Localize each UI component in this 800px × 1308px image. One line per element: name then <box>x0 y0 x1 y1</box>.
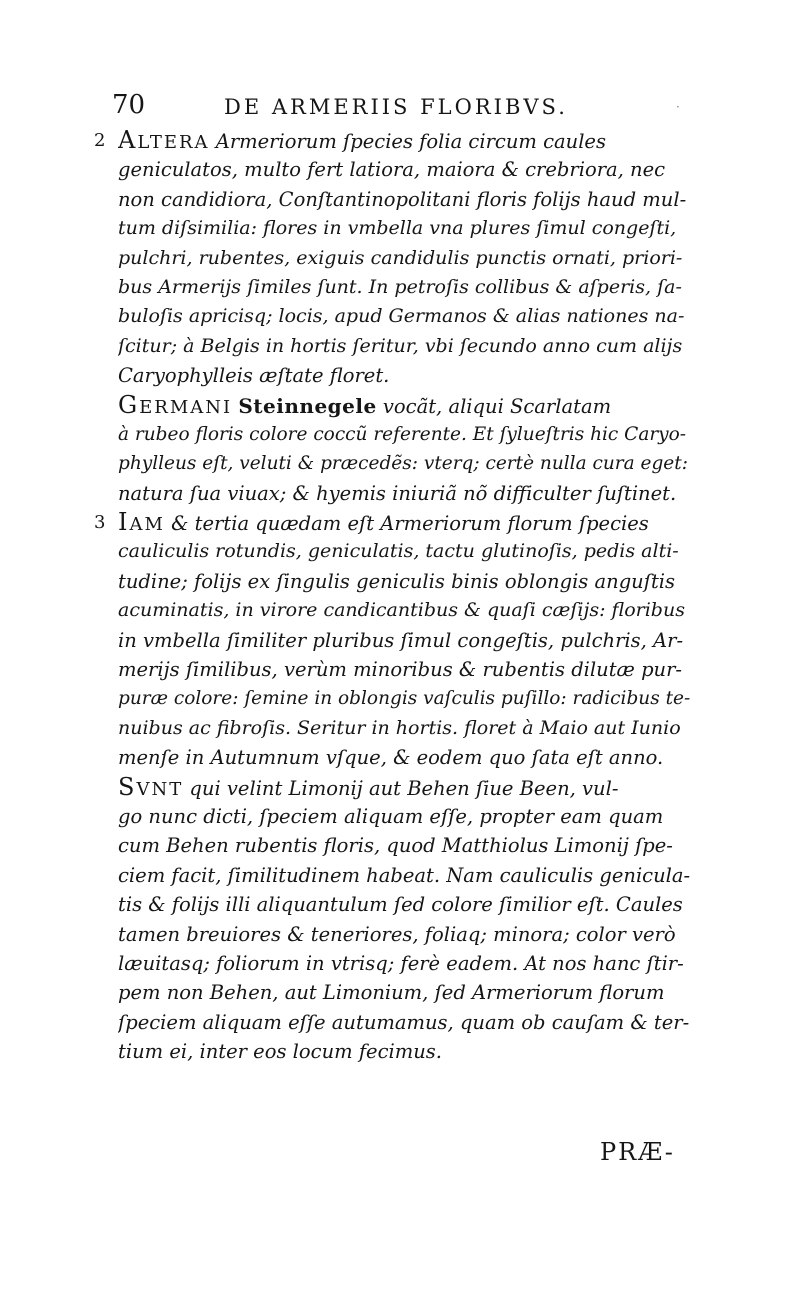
text-line: merijs ſimilibus, verùm minoribus & rubentis dilutæ pur- <box>118 658 683 682</box>
text-line: menſe in Autumnum vſque, & eodem quo ſata eſt anno. <box>118 746 664 770</box>
paragraph-germani <box>118 391 690 509</box>
paragraph-iam <box>94 508 690 773</box>
text-line <box>118 773 690 802</box>
small-caps-word: ERMANI <box>139 396 233 418</box>
paragraph-altera <box>94 126 690 391</box>
text-line: tum diſsimilia: flores in vmbella vna plures ſimul congeſti, <box>118 217 677 240</box>
text-line: pulchri, rubentes, exiguis candidulis punctis ornati, priori- <box>118 246 683 269</box>
small-caps-word: VNT <box>136 778 184 800</box>
text-line: ciem facit, ſimilitudinem habeat. Nam cauliculis genicula- <box>118 863 690 887</box>
text-line <box>118 508 690 537</box>
line-text: vocãt, aliqui Scarlatam <box>382 394 612 418</box>
text-line: bus Armerijs ſimiles ſunt. In petroſis collibus & aſperis, ſa- <box>118 275 682 298</box>
text-line: cauliculis rotundis, geniculatis, tactu glutinoſis, pedis alti- <box>118 540 679 563</box>
text-line: non candidiora, Conſtantinopolitani floris folijs haud mul- <box>118 187 687 211</box>
text-line: tamen breuiores & teneriores, foliaq; minora; color verò <box>118 922 676 946</box>
text-line: in vmbella ſimiliter pluribus ſimul congeſtis, pulchris, Ar- <box>118 628 684 652</box>
text-line: tium ei, inter eos locum fecimus. <box>118 1040 442 1064</box>
initial-letter: S <box>118 772 137 801</box>
text-line: tis & folijs illi aliquantulum ſed colore ſimilior eſt. Caules <box>118 893 683 917</box>
text-line: læuitasq; foliorum in vtrisq; ferè eadem. At nos hanc ſtir- <box>118 951 684 975</box>
text-line: acuminatis, in virore candicantibus & quaſi cæſijs: floribus <box>118 599 685 622</box>
blackletter-word: Steinnegele <box>238 393 377 418</box>
text-line: geniculatos, multo fert latiora, maiora & crebriora, nec <box>118 158 666 182</box>
text-line: pem non Behen, aut Limonium, ſed Armeriorum florum <box>118 981 665 1005</box>
small-caps-word: AM <box>129 514 165 536</box>
text-line: ſcitur; à Belgis in hortis ſeritur, vbi ſecundo anno cum alijs <box>118 334 683 357</box>
text-line: phylleus eſt, veluti & præcedẽs: vterq; certè nulla cura eget: <box>118 453 688 475</box>
text-line: ſpeciem aliquam eſſe autumamus, quam ob cauſam & ter- <box>118 1010 690 1034</box>
small-caps-word: LTERA <box>137 132 210 153</box>
text-line: buloſis apricisq; locis, apud Germanos & alias nationes na- <box>118 305 685 328</box>
text-line: go nunc dicti, ſpeciem aliquam eſſe, propter eam quam <box>118 804 664 828</box>
text-line <box>118 391 690 420</box>
header-dot: · <box>676 100 680 114</box>
line-text: qui velint Limonij aut Behen ſiue Been, vul- <box>189 776 619 800</box>
page-header <box>112 90 692 126</box>
initial-letter: A <box>118 126 138 154</box>
line-text: & tertia quædam eſt Armeriorum florum ſpecies <box>171 512 649 536</box>
text-line: natura ſua viuax; & hyemis iniuriã nõ difficulter ſuſtinet. <box>118 481 677 505</box>
text-line: à rubeo floris colore coccũ referente. Et ſylueſtris hic Caryo- <box>118 423 687 445</box>
margin-number: 3 <box>94 512 106 534</box>
initial-letter: I <box>118 508 130 537</box>
margin-number: 2 <box>94 130 106 151</box>
line-text: Armeriorum ſpecies folia circum caules <box>215 130 606 153</box>
text-line: nuibus ac fibroſis. Seritur in hortis. floret à Maio aut Iunio <box>118 716 681 739</box>
catchword: PRÆ- <box>600 1138 675 1166</box>
text-line: Caryophylleis æſtate floret. <box>118 364 390 388</box>
page-number: 70 <box>112 90 146 120</box>
text-line <box>118 126 690 155</box>
text-line: tudine; folijs ex ſingulis geniculis binis oblongis anguſtis <box>118 569 676 593</box>
running-head: DE ARMERIIS FLORIBVS. <box>224 95 568 119</box>
initial-letter: G <box>118 390 140 419</box>
body-text <box>94 126 690 1067</box>
text-line: cum Behen rubentis floris, quod Matthiolus Limonij ſpe- <box>118 834 673 858</box>
paragraph-sunt <box>118 773 690 1067</box>
text-line: puræ colore: ſemine in oblongis vaſculis puſillo: radicibus te- <box>118 688 690 710</box>
